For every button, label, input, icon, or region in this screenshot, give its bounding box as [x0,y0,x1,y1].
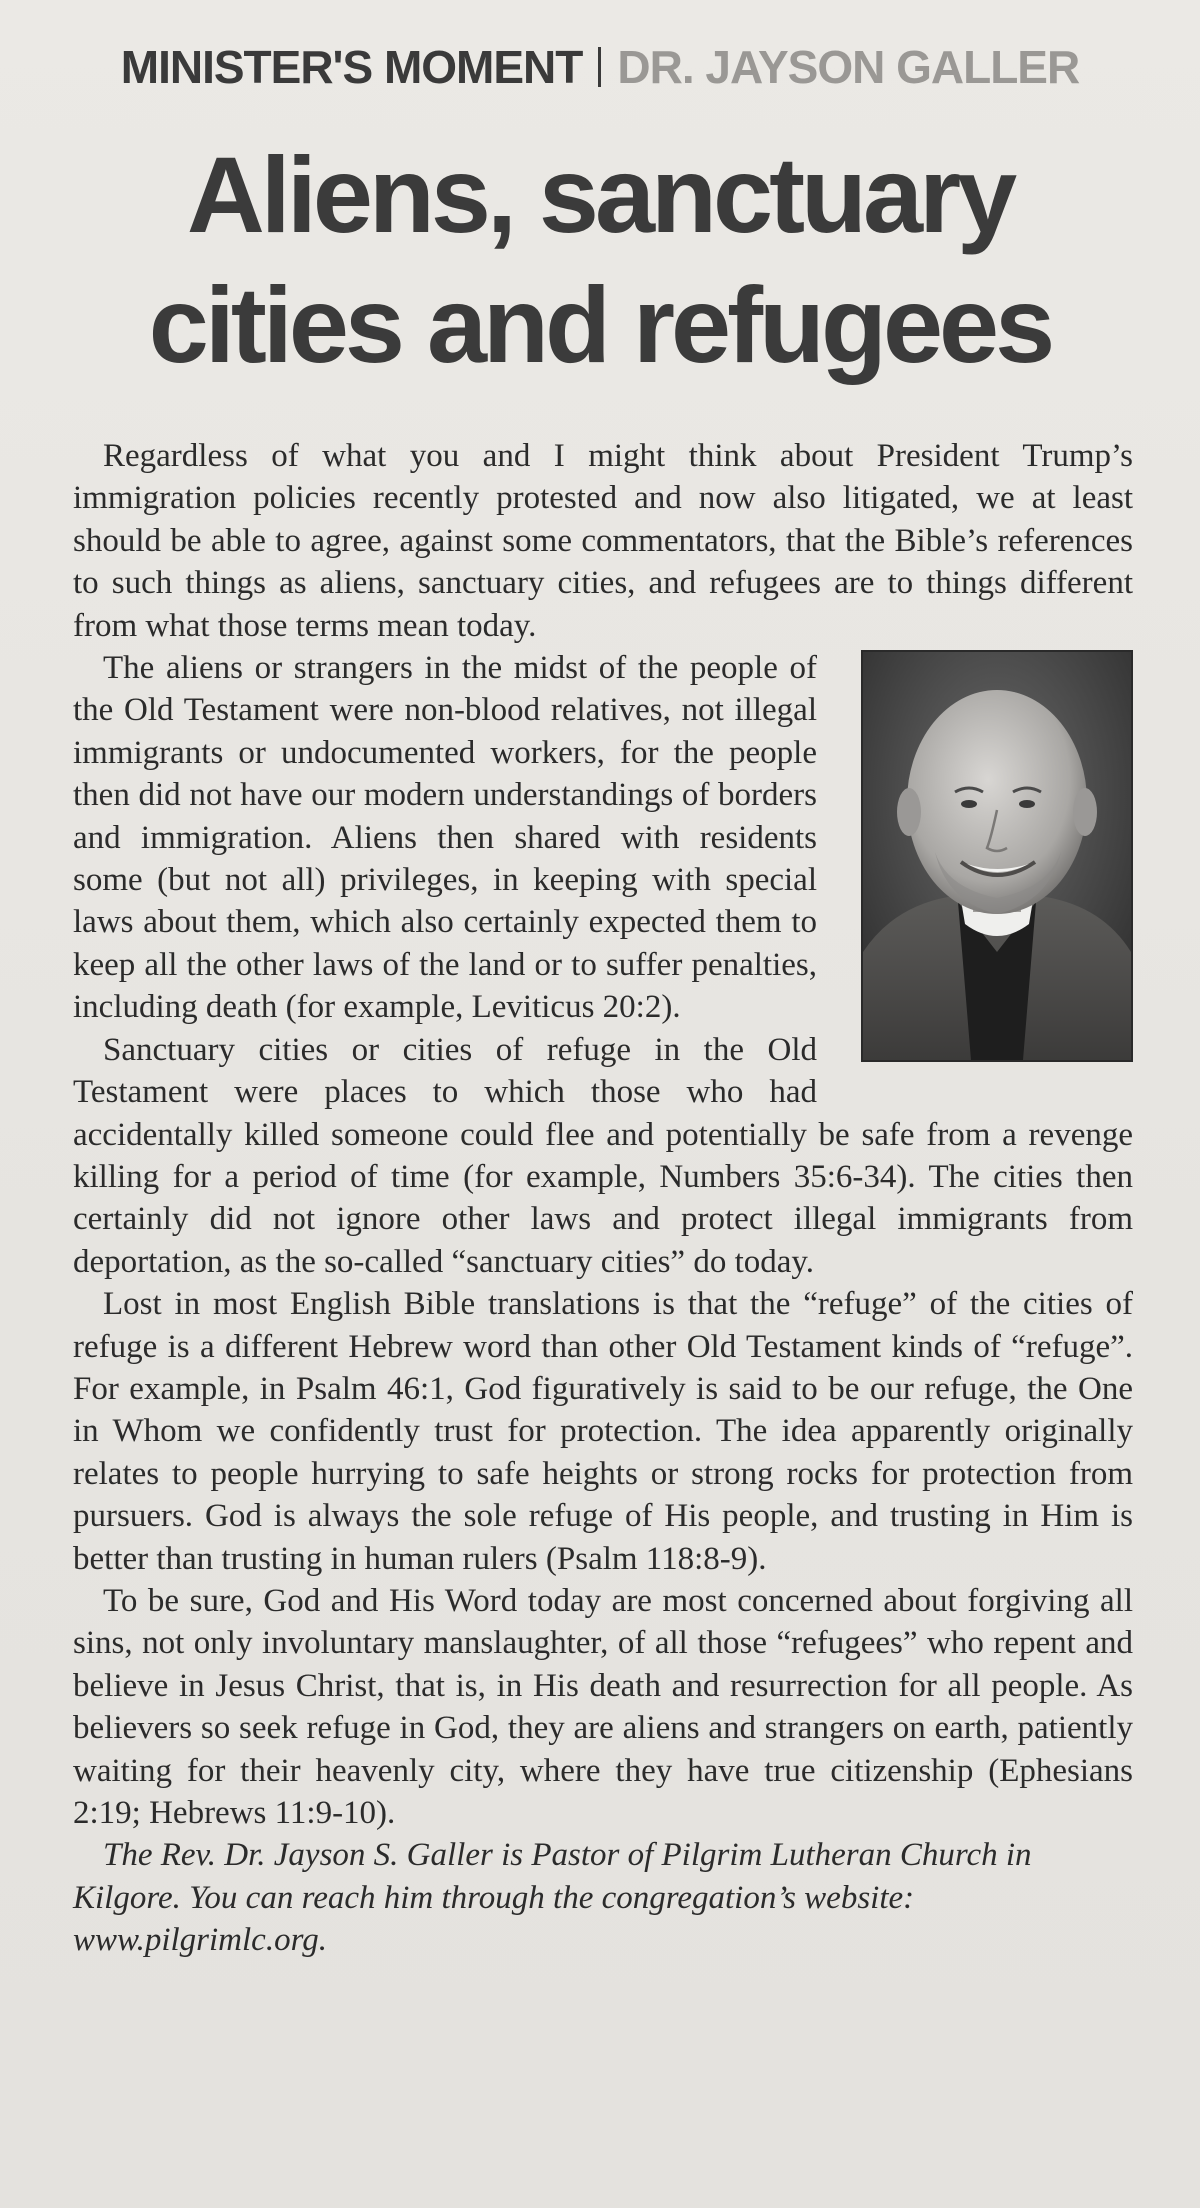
article-paragraph-4: Lost in most English Bible translations is that the “refuge” of the cities of refuge is a different Hebrew word than other Old Testament kinds of “refuge”. For example, in Psalm 46:1, God figuratively is said to be our refuge, the One in Whom we confidently trust for protection. The idea apparently originally relates to people hurrying to safe heights or strong rocks for protection from pursuers. God is always the sole refuge of His people, and trusting in Him is better than trusting in human rulers (Psalm 118:8-9). [73,1286,1133,1577]
column-kicker [0,40,1200,94]
article-paragraph-2: The aliens or strangers in the midst of the people of the Old Testament were non-blood relatives, not illegal immigrants or undocumented workers, for the people then did not have our modern understandings of borders and immigration. Aliens then shared with residents some (but not all) privileges, in keeping with special laws about them, which also certainly expected them to keep all the other laws of the land or to suffer penalties, including death (for example, Leviticus 20:2). [73,650,817,1026]
author-portrait-photo [861,650,1133,1062]
kicker-divider [598,47,601,87]
article-headline: Aliens, sanctuary cities and refugees [148,134,1052,385]
portrait-image [863,652,1131,1060]
byline-author: DR. JAYSON GALLER [617,41,1080,93]
author-bio [73,1834,1133,1961]
article-body [73,435,1133,1962]
article-paragraph-3: Sanctuary cities or cities of refuge in the Old Testament were places to which those who had accidentally killed someone could flee and potentially be safe from a revenge killing for a period of time (for example, Numbers 35:6-34). The cities then certainly did not ignore other laws and protect illegal immigrants from deportation, as the so-called “sanctuary cities” do today. [73,1031,1133,1280]
author-bio-text: The Rev. Dr. Jayson S. Galler is Pastor of Pilgrim Lutheran Church in Kilgore. You can reach him through the congregation’s website: www.pilgrimlc.org. [73,1837,1032,1959]
section-name: MINISTER'S MOMENT [120,41,583,93]
article-paragraph-5: To be sure, God and His Word today are most concerned about forgiving all sins, not only involuntary manslaughter, of all those “refugees” who repent and believe in Jesus Christ, that is, in His death and resurrection for all people. As believers so seek refuge in God, they are aliens and strangers on earth, patiently waiting for their heavenly city, where they have true citizenship (Ephesians 2:19; Hebrews 11:9-10). [73,1582,1133,1831]
article-paragraph-1: Regardless of what you and I might think about President Trump’s immigration policies recently protested and now also litigated, we at least should be able to agree, against some commentators, that the Bible’s references to such things as aliens, sanctuary cities, and refugees are to things different from what those terms mean today. [73,438,1133,644]
